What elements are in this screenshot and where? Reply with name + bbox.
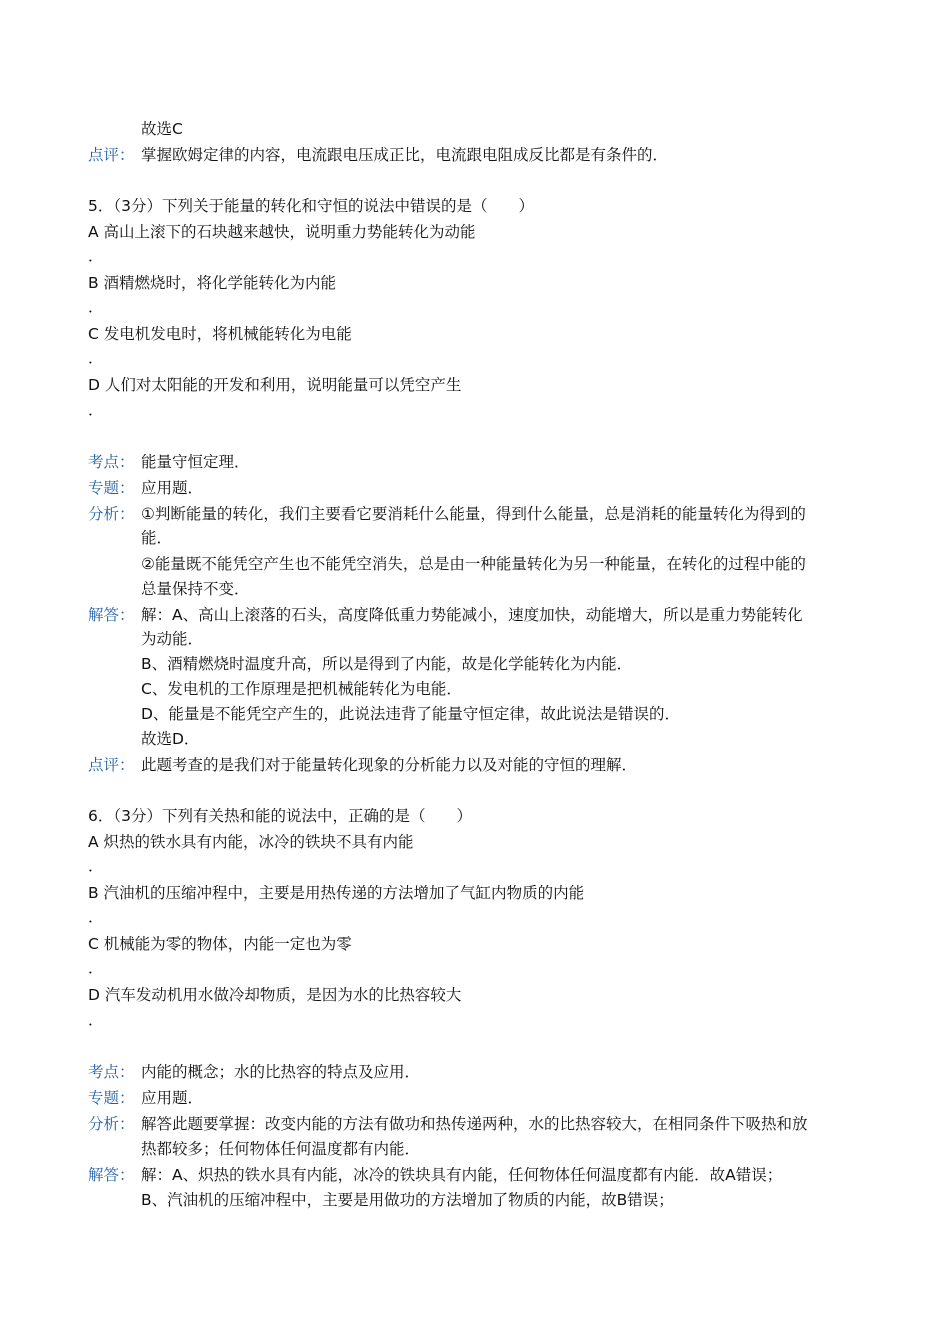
q5-jieda-line: B、酒精燃烧时温度升高，所以是得到了内能，故是化学能转化为内能． [141,655,633,673]
q6-zhuanti-label: 专题： [88,1089,135,1107]
q5-jieda-line: 故选D． [141,730,200,748]
q5-fenxi-label: 分析： [88,505,135,523]
q5-dianping-label: 点评： [88,756,135,774]
q5-jieda-line: 为动能． [141,630,204,648]
q6-jieda-line: B、汽油机的压缩冲程中，主要是用做功的方法增加了物质的内能，故B错误； [141,1191,674,1209]
q5-option-a: A 高山上滚下的石块越来越快，说明重力势能转化为动能 [88,223,476,241]
q6-kaodian-label: 考点： [88,1063,135,1081]
q6-option-b-dot: ． [88,909,104,926]
q6-fenxi-line: 热都较多；任何物体任何温度都有内能． [141,1140,421,1158]
q5-option-c-dot: ． [88,350,104,367]
q5-fenxi-line: ①判断能量的转化，我们主要看它要消耗什么能量，得到什么能量，总是消耗的能量转化为得到的 [141,505,806,523]
q5-fenxi-line: ②能量既不能凭空产生也不能凭空消失，总是由一种能量转化为另一种能量，在转化的过程中能的 [141,555,806,573]
q5-zhuanti: 应用题． [141,479,204,497]
q5-kaodian: 能量守恒定理． [141,453,250,471]
q6-jieda-label: 解答： [88,1166,135,1184]
q6-option-d: D 汽车发动机用水做冷却物质，是因为水的比热容较大 [88,986,462,1004]
q5-jieda-line: C、发电机的工作原理是把机械能转化为电能． [141,680,462,698]
q5-dianping: 此题考查的是我们对于能量转化现象的分析能力以及对能的守恒的理解． [141,756,638,774]
comment-text: 掌握欧姆定律的内容，电流跟电压成正比，电流跟电阻成反比都是有条件的． [141,146,669,164]
q5-option-d-dot: ． [88,402,104,419]
q6-option-a-dot: ． [88,858,104,875]
q6-option-a: A 炽热的铁水具有内能，冰冷的铁块不具有内能 [88,833,414,851]
q5-fenxi-line: 能． [141,529,173,547]
q5-option-d: D 人们对太阳能的开发和利用，说明能量可以凭空产生 [88,376,462,394]
q5-fenxi-line: 总量保持不变． [141,580,250,598]
q6-stem: 6．（3分）下列有关热和能的说法中，正确的是（ ） [88,807,472,825]
q5-option-c: C 发电机发电时，将机械能转化为电能 [88,325,352,343]
q5-option-a-dot: ． [88,248,104,265]
q5-zhuanti-label: 专题： [88,479,135,497]
q5-option-b-dot: ． [88,299,104,316]
q6-kaodian: 内能的概念；水的比热容的特点及应用． [141,1063,421,1081]
comment-label: 点评： [88,146,135,164]
q6-option-b: B 汽油机的压缩冲程中，主要是用热传递的方法增加了气缸内物质的内能 [88,884,585,902]
q6-fenxi-label: 分析： [88,1115,135,1133]
q5-option-b: B 酒精燃烧时，将化学能转化为内能 [88,274,337,292]
q6-zhuanti: 应用题． [141,1089,204,1107]
q5-stem: 5．（3分）下列关于能量的转化和守恒的说法中错误的是（ ） [88,197,534,215]
q6-fenxi-line: 解答此题要掌握：改变内能的方法有做功和热传递两种，水的比热容较大，在相同条件下吸热和放 [141,1115,808,1133]
q5-jieda-line: D、能量是不能凭空产生的，此说法违背了能量守恒定律，故此说法是错误的． [141,705,680,723]
q6-jieda-line: 解：A、炽热的铁水具有内能，冰冷的铁块具有内能，任何物体任何温度都有内能．故A错误； [141,1166,783,1184]
conclusion-line: 故选C [141,120,183,138]
q5-jieda-line: 解：A、高山上滚落的石头，高度降低重力势能减小，速度加快，动能增大，所以是重力势能转化 [141,606,803,624]
q6-option-c-dot: ． [88,960,104,977]
q5-jieda-label: 解答： [88,606,135,624]
q5-kaodian-label: 考点： [88,453,135,471]
q6-option-d-dot: ． [88,1012,104,1029]
q6-option-c: C 机械能为零的物体，内能一定也为零 [88,935,352,953]
